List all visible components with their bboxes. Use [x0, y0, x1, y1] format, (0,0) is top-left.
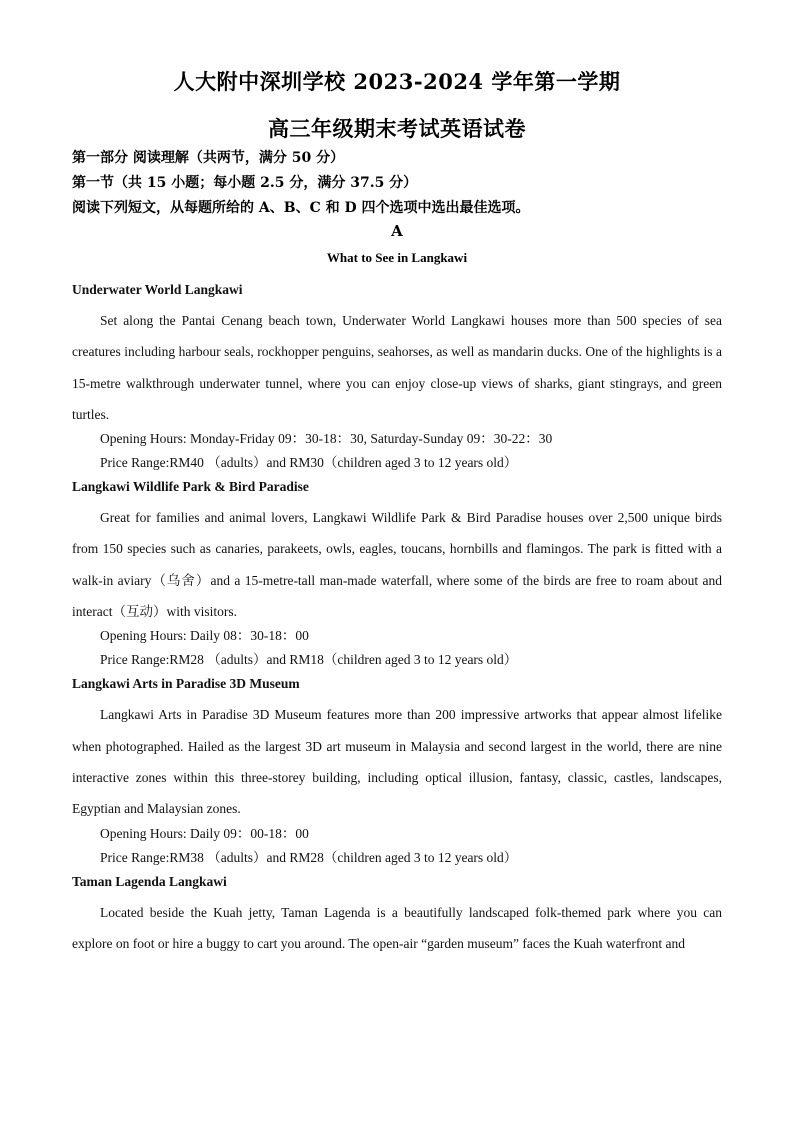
attraction-name: Underwater World Langkawi: [72, 282, 243, 297]
passage-title: What to See in Langkawi: [326, 250, 468, 265]
attraction-description: Located beside the Kuah jetty, Taman Lagenda is a beautifully landscaped folk-themed park where you can explore on foot or hire a buggy to cart you around. The open-air “garden museum” faces the Kuah waterfront and: [72, 904, 722, 951]
attraction-block: [72, 281, 722, 478]
passage-body: [72, 281, 722, 959]
attraction-hours: Opening Hours: Daily 09：00-18：00: [100, 825, 309, 841]
attraction-description: Set along the Pantai Cenang beach town, Underwater World Langkawi houses more than 500 species of sea creatures including harbour seals, rockhopper penguins, seahorses, as well as mandarin ducks. One of the highlights is a 15-metre walkthrough underwater tunnel, where you can enjoy close-up views of sharks, giant stingrays, and green turtles.: [72, 313, 722, 422]
attraction-price: Price Range:RM38 （adults）and RM28（children aged 3 to 12 years old）: [100, 849, 518, 865]
attraction-name: Taman Lagenda Langkawi: [72, 873, 227, 889]
attraction-description: Langkawi Arts in Paradise 3D Museum features more than 200 impressive artworks that appear almost lifelike when photographed. Hailed as the largest 3D art museum in Malaysia and second largest in the world, there are nine interactive zones within this three-storey building, including optical illusion, fantasy, classic, castles, landscapes, Egyptian and Malaysian zones.: [72, 707, 722, 817]
directions: 阅读下列短文，从每题所给的 A、B、C 和 D 四个选项中选出最佳选项。: [72, 200, 530, 216]
attraction-block: [72, 873, 722, 960]
attraction-block: [72, 478, 722, 675]
attraction-hours: Opening Hours: Daily 08：30-18：00: [100, 628, 309, 644]
exam-title-subject: 高三年级期末考试英语试卷: [268, 116, 526, 141]
attraction-name: Langkawi Wildlife Park & Bird Paradise: [72, 479, 309, 495]
attraction-hours: Opening Hours: Monday-Friday 09：30-18：30, Saturday-Sunday 09：30-22：30: [100, 431, 553, 447]
exam-title-school: 人大附中深圳学校 2023-2024 学年第一学期: [173, 69, 621, 94]
attraction-block: [72, 675, 722, 872]
attraction-name: Langkawi Arts in Paradise 3D Museum: [72, 676, 300, 692]
section-instruction: 第一节（共 15 小题；每小题 2.5 分，满分 37.5 分）: [72, 175, 418, 191]
attraction-price: Price Range:RM40 （adults）and RM30（children aged 3 to 12 years old）: [100, 455, 518, 471]
attraction-price: Price Range:RM28 （adults）and RM18（children aged 3 to 12 years old）: [100, 652, 518, 668]
attraction-description: Great for families and animal lovers, Langkawi Wildlife Park & Bird Paradise houses over 2,500 unique birds from 150 species such as canaries, parakeets, owls, eagles, toucans, hornbills and flamingos. The park is fitted with a walk-in aviary（乌舍）and a 15-metre-tall man-made waterfall, where some of the birds are free to roam about and interact（互动）with visitors.: [72, 510, 722, 620]
part-instruction: 第一部分 阅读理解（共两节，满分 50 分）: [72, 150, 345, 166]
passage-letter: A: [391, 222, 403, 240]
